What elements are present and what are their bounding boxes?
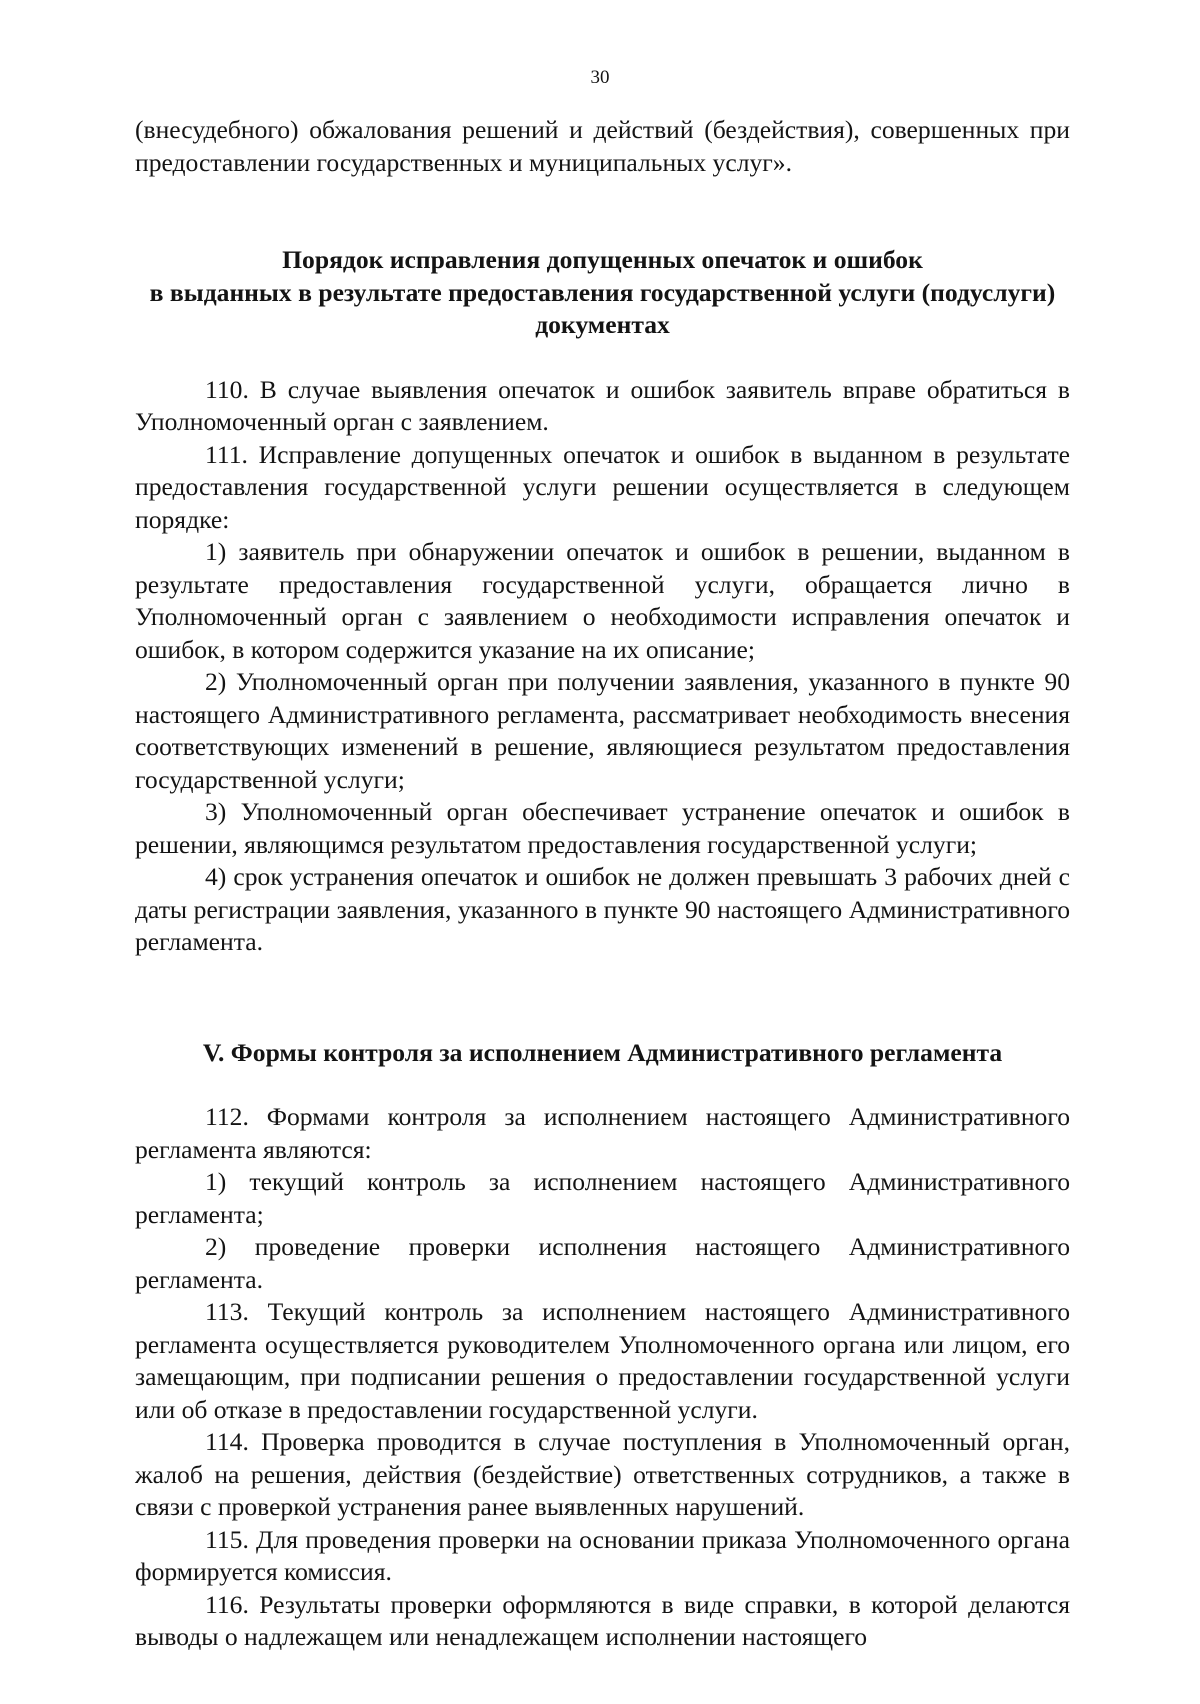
paragraph-113: 113. Текущий контроль за исполнением настоящего Административного регламента осуществляется руководителем Уполномоченного органа или лицом, его замещающим, при подписании решения о предоставлении государственной услуги или об отказе в предоставлении государственной услуги. [135,1297,1070,1424]
paragraph-116: 116. Результаты проверки оформляются в виде справки, в которой делаются выводы о надлежащем или ненадлежащем исполнении настоящего [135,1589,1070,1651]
section-title-line: документах [535,310,670,339]
list-item-111-2: 2) Уполномоченный орган при получении заявления, указанного в пункте 90 настоящего Административного регламента, рассматривает необходимость внесения соответствующих изменений в решение, являющиеся результатом предоставления государственной услуги; [135,667,1070,794]
section-title-correction [135,244,1070,342]
section-title-control: V. Формы контроля за исполнением Административного регламента [202,1037,1003,1067]
page-content [135,114,1070,1654]
list-item-111-3: 3) Уполномоченный орган обеспечивает устранение опечаток и ошибок в решении, являющимся результатом предоставления государственной услуги; [135,797,1070,859]
paragraph-115: 115. Для проведения проверки на основании приказа Уполномоченного органа формируется комиссия. [135,1524,1070,1586]
page-number: 30 [590,67,610,88]
spacer [135,959,1070,1037]
list-item-112-1: 1) текущий контроль за исполнением настоящего Административного регламента; [135,1167,1070,1229]
spacer [135,1069,1070,1101]
list-item-112-2: 2) проведение проверки исполнения настоящего Административного регламента. [135,1232,1070,1294]
intro-continuation: (внесудебного) обжалования решений и действий (бездействия), совершенных при предоставлении государственных и муниципальных услуг». [135,115,1070,177]
paragraph-110: 110. В случае выявления опечаток и ошибок заявитель вправе обратиться в Уполномоченный орган с заявлением. [135,374,1070,436]
section-title-line: Порядок исправления допущенных опечаток и ошибок [282,245,923,274]
spacer [135,179,1070,244]
list-item-111-4: 4) срок устранения опечаток и ошибок не должен превышать 3 рабочих дней с даты регистрации заявления, указанного в пункте 90 настоящего Административного регламента. [135,862,1070,956]
spacer [135,342,1070,374]
paragraph-111: 111. Исправление допущенных опечаток и ошибок в выданном в результате предоставления государственной услуги решении осуществляется в следующем порядке: [135,439,1070,534]
paragraph-112: 112. Формами контроля за исполнением настоящего Административного регламента являются: [135,1102,1070,1164]
paragraph-114: 114. Проверка проводится в случае поступления в Уполномоченный орган, жалоб на решения, действия (бездействие) ответственных сотрудников, а также в связи с проверкой устранения ранее выявленных нарушений. [135,1427,1070,1521]
list-item-111-1: 1) заявитель при обнаружении опечаток и ошибок в решении, выданном в результате предоставления государственной услуги, обращается лично в Уполномоченный орган с заявлением о необходимости исправления опечаток и ошибок, в котором содержится указание на их описание; [135,537,1070,664]
section-title-line: в выданных в результате предоставления государственной услуги (подуслуги) [149,277,1056,307]
